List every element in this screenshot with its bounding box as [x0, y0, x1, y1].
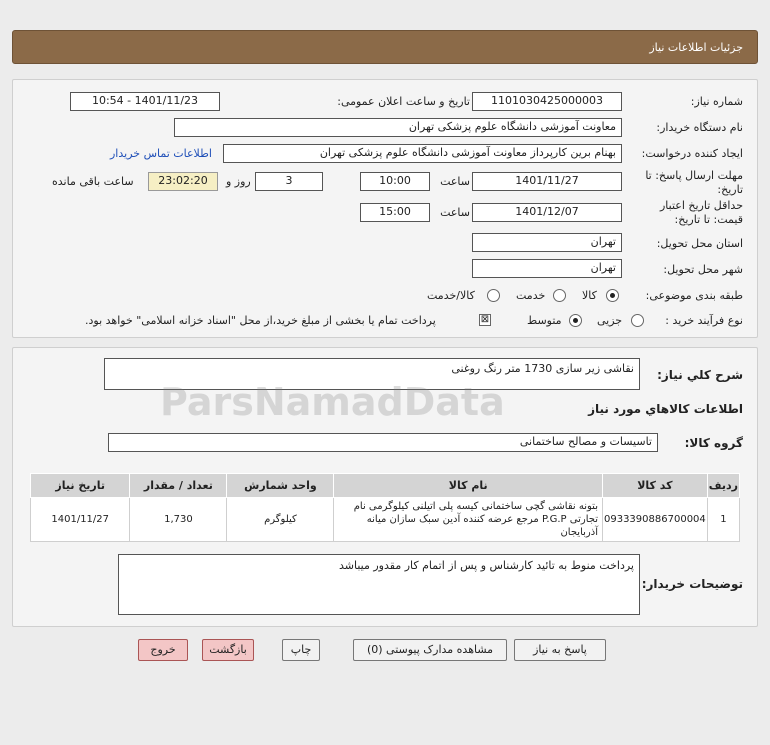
category-service-label: خدمت: [516, 289, 546, 302]
table-row[interactable]: [31, 498, 740, 542]
group-field: تاسیسات و مصالح ساختمانی: [108, 433, 658, 452]
buyer-org-field: معاونت آموزشی دانشگاه علوم پزشکی تهران: [174, 118, 622, 137]
buyer-org-label: نام دستگاه خریدار:: [656, 121, 743, 134]
summary-field: نقاشی زیر سازی 1730 متر رنگ روغنی: [104, 358, 640, 390]
col-name-header: نام کالا: [334, 474, 603, 498]
remaining-label: ساعت باقی مانده: [52, 175, 134, 188]
col-unit-header: واحد شمارش: [227, 474, 334, 498]
contact-buyer-link[interactable]: اطلاعات تماس خریدار: [110, 147, 212, 160]
table-header-row: [31, 474, 740, 498]
category-goods-label: کالا: [582, 289, 597, 302]
goods-table: [30, 473, 740, 542]
col-row-header: ردیف: [707, 474, 739, 498]
remaining-time-field: 23:02:20: [148, 172, 218, 191]
reply-button[interactable]: پاسخ به نیاز: [514, 639, 606, 661]
category-goods-radio[interactable]: [606, 289, 619, 302]
validity-label: حداقل تاریخ اعتبار قیمت: تا تاریخ:: [659, 199, 743, 226]
validity-date-field: 1401/12/07: [472, 203, 622, 222]
province-field: تهران: [472, 233, 622, 252]
category-both-radio[interactable]: [487, 289, 500, 302]
summary-label: شرح کلي نياز:: [657, 368, 743, 382]
reply-time-field: 10:00: [360, 172, 430, 191]
process-label: نوع فرآیند خرید :: [665, 314, 743, 327]
need-number-label: شماره نیاز:: [690, 95, 743, 108]
reply-date-field: 1401/11/27: [472, 172, 622, 191]
reply-time-label: ساعت: [440, 175, 470, 188]
process-minor-radio[interactable]: [631, 314, 644, 327]
category-label: طبقه بندی موضوعی:: [645, 289, 743, 302]
notes-field: پرداخت منوط به تائید کارشناس و پس از اتمام کار مقدور میباشد: [118, 554, 640, 615]
cell-qty: 1,730: [130, 498, 227, 542]
process-minor-label: جزیی: [597, 314, 623, 327]
page-title: جزئیات اطلاعات نیاز: [649, 41, 743, 54]
days-label: روز و: [226, 175, 251, 188]
page-header: [12, 30, 758, 64]
col-code-header: کد کالا: [602, 474, 707, 498]
goods-info-title: اطلاعات کالاهاي مورد نياز: [588, 402, 743, 416]
print-button[interactable]: چاپ: [282, 639, 320, 661]
view-documents-button[interactable]: مشاهده مدارک پیوستی (0): [353, 639, 507, 661]
creator-label: ایجاد کننده درخواست:: [641, 147, 743, 160]
process-medium-radio[interactable]: [569, 314, 582, 327]
cell-unit: کیلوگرم: [227, 498, 334, 542]
validity-time-label: ساعت: [440, 206, 470, 219]
announce-label: تاریخ و ساعت اعلان عمومی:: [337, 95, 470, 108]
city-field: تهران: [472, 259, 622, 278]
cell-code: 0933390886700004: [602, 498, 707, 542]
category-service-radio[interactable]: [553, 289, 566, 302]
cell-date: 1401/11/27: [31, 498, 130, 542]
back-button[interactable]: بازگشت: [202, 639, 254, 661]
validity-time-field: 15:00: [360, 203, 430, 222]
treasury-checkbox[interactable]: ⊠: [480, 314, 490, 325]
city-label: شهر محل تحویل:: [663, 263, 743, 276]
days-field: 3: [255, 172, 323, 191]
cell-row: 1: [707, 498, 739, 542]
process-medium-label: متوسط: [527, 314, 562, 327]
reply-deadline-label: مهلت ارسال پاسخ: تا تاریخ:: [645, 169, 743, 196]
cell-name: بتونه نقاشی گچی ساختمانی کیسه پلی اتیلنی کیلوگرمی نام تجارتی P.G.P مرجع عرضه کننده آدین سبک سازان میانه آذربایجان: [334, 498, 603, 542]
category-both-label: کالا/خدمت: [427, 289, 475, 302]
exit-button[interactable]: خروج: [138, 639, 188, 661]
col-date-header: تاریخ نیاز: [31, 474, 130, 498]
watermark: ParsNamadData: [160, 380, 505, 424]
creator-field: بهنام برین کارپرداز معاونت آموزشی دانشگاه علوم پزشکی تهران: [223, 144, 622, 163]
payment-note: پرداخت تمام یا بخشی از مبلغ خرید،از محل "اسناد خزانه اسلامی" خواهد بود.: [85, 314, 436, 327]
announce-field: 1401/11/23 - 10:54: [70, 92, 220, 111]
need-number-field: 1101030425000003: [472, 92, 622, 111]
group-label: گروه کالا:: [684, 436, 743, 450]
col-qty-header: تعداد / مقدار: [130, 474, 227, 498]
province-label: استان محل تحویل:: [656, 237, 743, 250]
notes-label: توضیحات خریدار:: [641, 577, 743, 591]
